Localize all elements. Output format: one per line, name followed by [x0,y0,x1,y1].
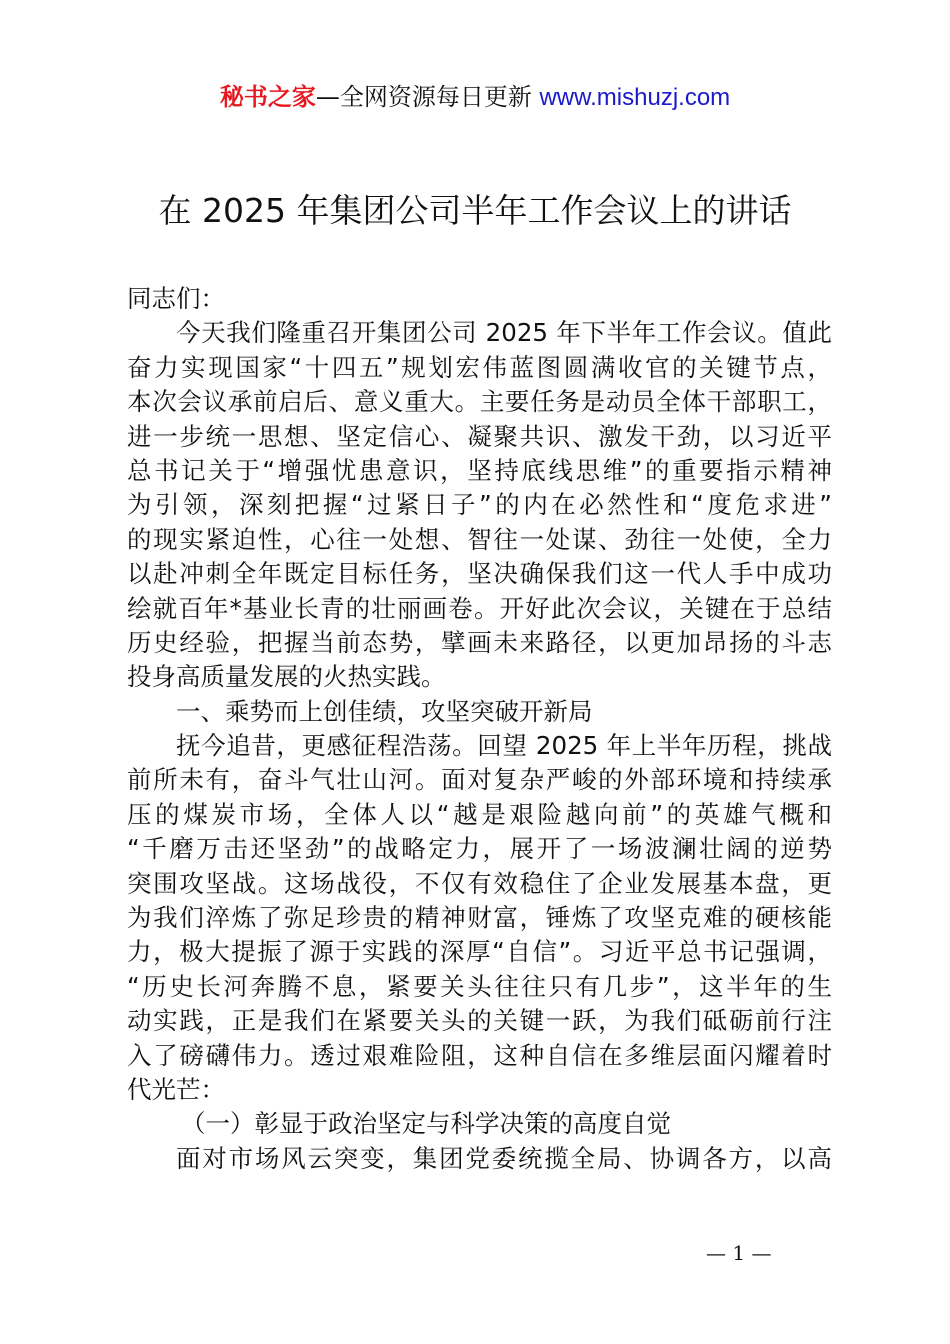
text-line: 前所未有，奋斗气壮山河。面对复杂严峻的外部环境和持续承 [127,765,832,795]
text-line: 的现实紧迫性，心往一处想、智往一处谋、劲往一处使，全力 [127,524,832,554]
page-number: — 1 — [706,1241,772,1265]
text-line: 为引领，深刻把握“过紧日子”的内在必然性和“度危求进” [127,490,832,520]
text-line: 突围攻坚战。这场战役，不仅有效稳住了企业发展基本盘，更 [127,868,832,898]
text-line: 本次会议承前启后、意义重大。主要任务是动员全体干部职工， [127,387,832,417]
text-line: 历史经验，把握当前态势，擘画未来路径，以更加昂扬的斗志 [127,627,832,657]
document-title: 在 2025 年集团公司半年工作会议上的讲话 [158,191,792,230]
paragraph-decision [127,1142,832,1176]
document-body [127,282,832,1176]
text-line: 奋力实现国家“十四五”规划宏伟蓝图圆满收官的关键节点， [127,352,832,382]
text-line: 动实践，正是我们在紧要关头的关键一跃，为我们砥砺前行注 [127,1006,832,1036]
text-line: 抚今追昔，更感征程浩荡。回望 2025 年上半年历程，挑战 [176,731,832,761]
text-line: 代光芒： [127,1074,225,1104]
text-line: “历史长河奔腾不息，紧要关头往往只有几步”，这半年的生 [127,971,832,1001]
site-tagline: —全网资源每日更新 [315,83,532,111]
text-line: “千磨万击还坚劲”的战略定力，展开了一场波澜壮阔的逆势 [127,834,832,864]
text-line: 为我们淬炼了弥足珍贵的精神财富，锤炼了攻坚克难的硬核能 [127,903,832,933]
text-line: 今天我们隆重召开集团公司 2025 年下半年工作会议。值此 [176,318,832,348]
paragraph-intro [127,316,832,694]
salutation: 同志们： [127,284,225,313]
text-line: 进一步统一思想、坚定信心、凝聚共识、激发干劲，以习近平 [127,421,832,451]
text-line: 面对市场风云突变，集团党委统揽全局、协调各方，以高 [176,1143,832,1173]
text-line: 绘就百年*基业长青的壮丽画卷。开好此次会议，关键在于总结 [127,593,832,623]
subsection-heading: （一）彰显于政治坚定与科学决策的高度自觉 [181,1109,671,1139]
text-line: 总书记关于“增强忧患意识，坚持底线思维”的重要指示精神 [127,455,832,485]
text-line: 入了磅礴伟力。透过艰难险阻，这种自信在多维层面闪耀着时 [127,1040,832,1070]
site-banner [0,80,950,115]
text-line: 以赴冲刺全年既定目标任务，坚决确保我们这一代人手中成功 [127,559,832,589]
text-line: 投身高质量发展的火热实践。 [127,662,446,692]
section-heading: 一、乘势而上创佳绩，攻坚突破开新局 [176,696,593,726]
site-url-link[interactable]: www.mishuzj.com [539,84,731,111]
text-line: 力，极大提振了源于实践的深厚“自信”。习近平总书记强调， [127,937,832,967]
text-line: 压的煤炭市场，全体人以“越是艰险越向前”的英雄气概和 [127,799,832,829]
paragraph-review [127,729,832,1107]
site-brand: 秘书之家 [219,83,316,111]
